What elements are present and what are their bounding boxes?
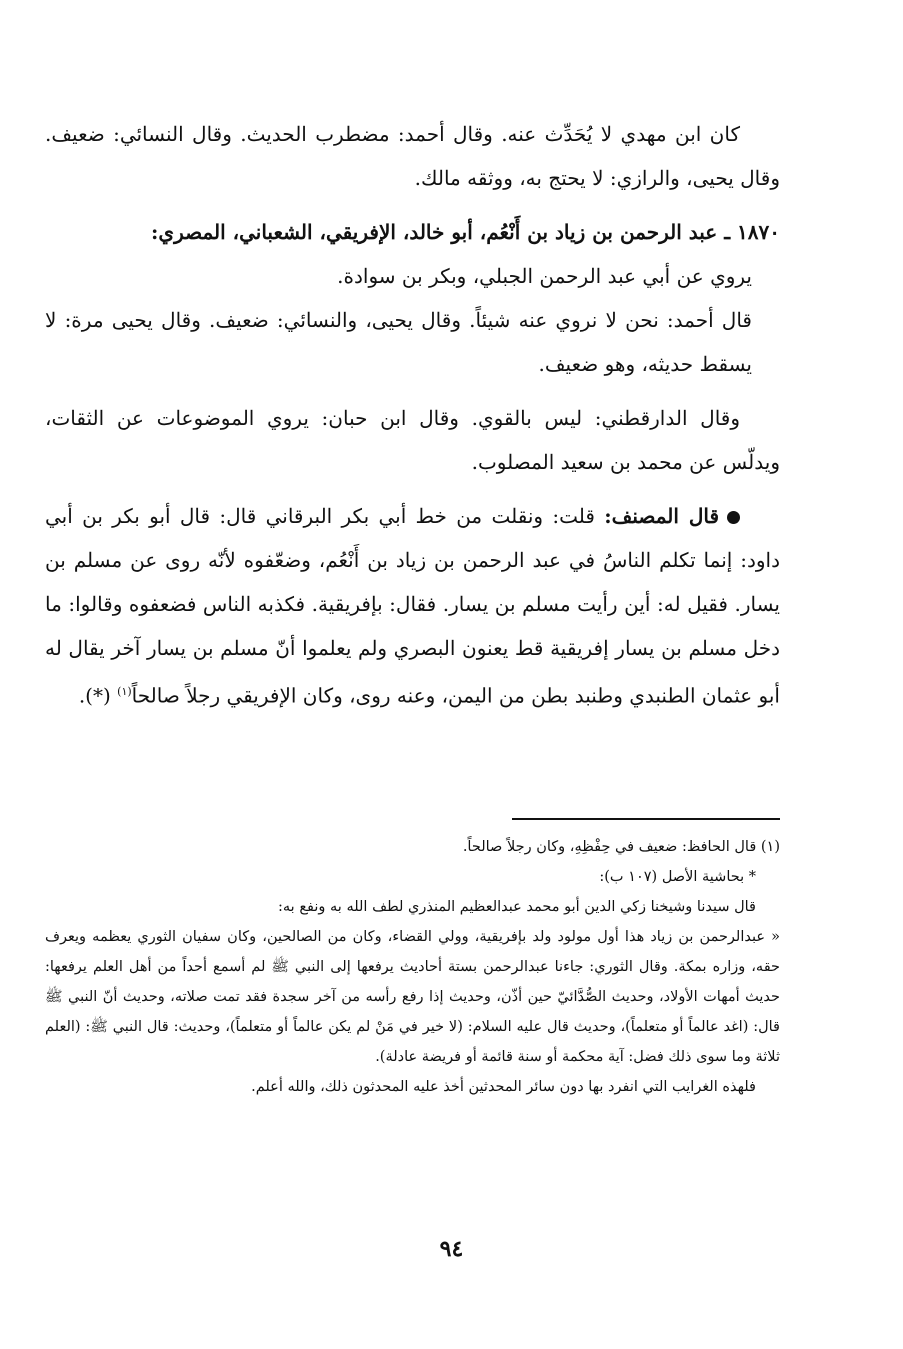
entry-number: ١٨٧٠ ـ	[724, 220, 780, 244]
page-number: ٩٤	[439, 1236, 464, 1262]
footnote-1: (١) قال الحافظ: ضعيف في حِفْظِهِ، وكان رجلاً صالحاً.	[462, 839, 780, 855]
entry-heading	[45, 210, 780, 254]
paragraph-3: وقال الدارقطني: ليس بالقوي. وقال ابن حبان: يروي الموضوعات عن الثقات، ويدلّس عن محمد بن سعيد المصلوب.	[45, 406, 780, 474]
footnote-intro: قال سيدنا وشيخنا زكي الدين أبو محمد عبدالعظيم المنذري لطف الله به ونفع به:	[278, 899, 756, 915]
author-label: قال المصنف:	[604, 504, 720, 528]
entry-line-1: يروي عن أبي عبد الرحمن الجبلي، وبكر بن سوادة.	[337, 264, 752, 288]
footnote-margin-note: * بحاشية الأصل (١٠٧ ب):	[599, 869, 756, 885]
footnote-divider	[512, 818, 780, 820]
main-text	[45, 112, 780, 718]
footnote-quote: « عبدالرحمن بن زياد هذا أول مولود ولد بإفريقية، وولي القضاء، وكان من الصالحين، وكان سفيان الثوري يعظمه ويعرف حقه، وزاره بمكة. وقال الثوري: جاءنا عبدالرحمن بستة أحاديث يرفعها إلى النبي ﷺ لم أسمع أحداً من أهل العلم يرفعها: حديث أمهات الأولاد، وحديث الصُّدَّائيّ حين أذّن، وحديث إذا رفع رأسه من آخر سجدة فقد تمت صلاته، وحديث أنّ النبي ﷺ قال: (اغد عالماً أو متعلماً)، وحديث قال عليه السلام: (لا خير في مَنْ لم يكن عالماً أو متعلماً)، وحديث: قال النبي ﷺ: (العلم ثلاثة وما سوى ذلك فضل: آية محكمة أو سنة قائمة أو فريضة عادلة).	[45, 929, 780, 1065]
bullet-icon	[727, 511, 740, 524]
paragraph-1: كان ابن مهدي لا يُحَدِّث عنه. وقال أحمد: مضطرب الحديث. وقال النسائي: ضعيف. وقال يحيى، والرازي: لا يحتج به، ووثقه مالك.	[45, 122, 780, 190]
entry-title: عبد الرحمن بن زياد بن أَنْعُم، أبو خالد، الإفريقي، الشعباني، المصري:	[151, 220, 718, 244]
footnotes	[45, 832, 780, 1102]
entry-line-2: قال أحمد: نحن لا نروي عنه شيئاً. وقال يحيى، والنسائي: ضعيف. وقال يحيى مرة: لا يسقط حديثه، وهو ضعيف.	[45, 308, 752, 376]
footnote-ref: (١)	[117, 685, 132, 698]
paragraph-4-end: (*).	[78, 683, 118, 708]
footnote-conclusion: فلهذه الغرايب التي انفرد بها دون سائر المحدثين أخذ عليه المحدثون ذلك، والله أعلم.	[251, 1079, 756, 1095]
paragraph-4	[45, 494, 780, 718]
paragraph-4-text: قلت: ونقلت من خط أبي بكر البرقاني قال: قال أبو بكر بن أبي داود: إنما تكلم الناسُ في عبد الرحمن بن زياد بن أَنْعُم، وضعّفوه لأنّه روى عن مسلم بن يسار. فقيل له: أين رأيت مسلم بن يسار. فقال: بإفريقية. فكذبه الناس فضعفوه وقالوا: ما دخل مسلم بن يسار إفريقية قط يعنون البصري ولم يعلموا أنّ مسلم بن يسار آخر يقال له أبو عثمان الطنبدي وطنبد بطن من اليمن، وعنه روى، وكان الإفريقي رجلاً صالحاً	[45, 504, 781, 708]
